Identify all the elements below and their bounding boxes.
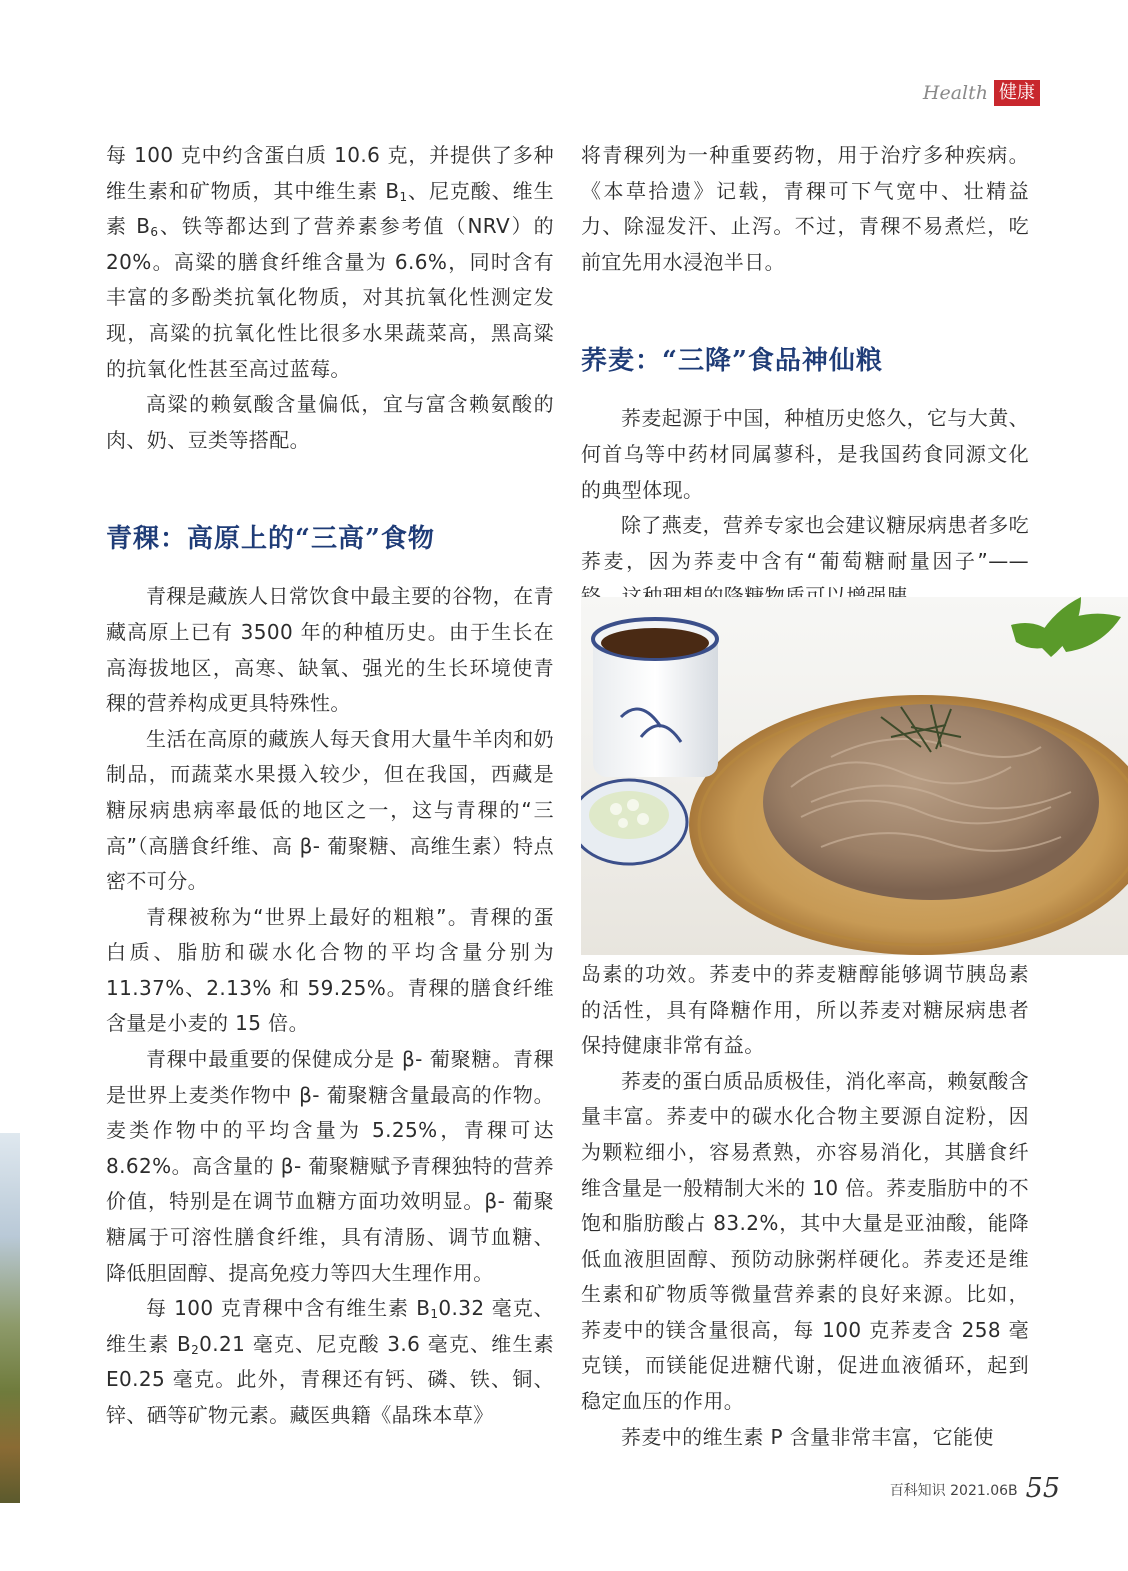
subscript: 1 <box>430 1307 439 1322</box>
section-gap <box>106 458 554 505</box>
subscript: 2 <box>191 1342 200 1357</box>
page-footer <box>890 1473 1060 1504</box>
paragraph-buckwheat-nutrients: 荞麦的蛋白质品质极佳，消化率高，赖氨酸含量丰富。荞麦中的碳水化合物主要源自淀粉，因为颗粒细小，容易煮熟，亦容易消化，其膳食纤维含量是一般精制大米的 10 倍。荞麦脂肪中的不饱和脂肪酸占 83.2%，其中大量是亚油酸，能降低血液胆固醇、预防动脉粥样硬化。荞麦还是维生素和矿物质等微量营养素的良好来源。比如，荞麦中的镁含量很高，每 100 克荞麦含 258 毫克镁，而镁能促进糖代谢，促进血液循环，起到稳定血压的作用。 <box>581 1068 1029 1414</box>
paragraph-barley-glucan: 青稞中最重要的保健成分是 β- 葡聚糖。青稞是世界上麦类作物中 β- 葡聚糖含量最高的作物。麦类作物中的平均含量为 5.25%，青稞可达 8.62%。高含量的 β- 葡聚糖赋予青稞独特的营养价值，特别是在调节血糖方面功效明显。β- 葡聚糖属于可溶性膳食纤维，具有清肠、调节血糖、降低胆固醇、提高免疫力等四大生理作用。 <box>106 1047 554 1285</box>
paragraph-buckwheat-origin: 荞麦起源于中国，种植历史悠久，它与大黄、何首乌等中药材同属蓼科，是我国药食同源文化的典型体现。 <box>581 406 1029 502</box>
paragraph-barley-intro: 青稞是藏族人日常饮食中最主要的谷物，在青藏高原上已有 3500 年的种植历史。由于生长在高海拔地区，高寒、缺氧、强光的生长环境使青稞的营养构成更具特殊性。 <box>106 584 554 716</box>
section-header <box>923 78 1040 108</box>
paragraph-barley-tibet: 生活在高原的藏族人每天食用大量牛羊肉和奶制品，而蔬菜水果摄入较少，但在我国，西藏是糖尿病患病率最低的地区之一，这与青稞的“三高”（高膳食纤维、高 β- 葡聚糖、高维生素）特点密不可分。 <box>106 726 554 894</box>
heading-buckwheat: 荞麦：“三降”食品神仙粮 <box>581 346 883 377</box>
side-photo-strip <box>0 1133 20 1503</box>
heading-highland-barley: 青稞：高原上的“三高”食物 <box>106 524 435 555</box>
soba-noodles-illustration <box>581 597 1128 955</box>
section-gap <box>581 280 1029 327</box>
page-number: 55 <box>1025 1473 1060 1504</box>
soba-noodles-photo <box>581 597 1128 955</box>
paragraph-barley-vitamins: 每 100 克青稞中含有维生素 $B_10.32$ 毫克、维生素 $B_20.21$ 毫克、尼克酸 3.6 毫克、维生素 E0.25 毫克。此外，青稞还有钙、磷、铁、铜、锌、硒等矿物元素。藏医典籍《晶珠本草》 <box>106 1296 555 1427</box>
paragraph-barley-medicine: 将青稞列为一种重要药物，用于治疗多种疾病。《本草拾遗》记载，青稞可下气宽中、壮精益力、除湿发汗、止泻。不过，青稞不易煮烂，吃前宜先用水浸泡半日。 <box>581 143 1029 274</box>
section-label-cn: 健康 <box>994 80 1040 106</box>
paragraph-sorghum-lysine: 高粱的赖氨酸含量偏低，宜与富含赖氨酸的肉、奶、豆类等搭配。 <box>106 392 554 452</box>
paragraph-buckwheat-diabetes-cont: 岛素的功效。荞麦中的荞麦糖醇能够调节胰岛素的活性，具有降糖作用，所以荞麦对糖尿病患者保持健康非常有益。 <box>581 961 1029 1058</box>
left-column <box>106 138 554 1434</box>
subscript: 1 <box>399 189 408 204</box>
paragraph-barley-coarse-grain: 青稞被称为“世界上最好的粗粮”。青稞的蛋白质、脂肪和碳水化合物的平均含量分别为 11.37%、2.13% 和 59.25%。青稞的膳食纤维含量是小麦的 15 倍。 <box>106 904 554 1036</box>
paragraph-sorghum-nutrition: 每 100 克中约含蛋白质 10.6 克，并提供了多种维生素和矿物质，其中维生素 $B_1$、尼克酸、维生素 $B_6$、铁等都达到了营养素参考值（NRV）的 20%。高粱的膳食纤维含量为 6.6%，同时含有丰富的多酚类抗氧化物质，对其抗氧化性测定发现，高粱的抗氧化性比很多水果蔬菜高，黑高粱的抗氧化性甚至高过蓝莓。 <box>106 143 555 381</box>
subscript: 6 <box>150 225 159 240</box>
section-label-en: Health <box>922 82 988 104</box>
magazine-issue: 百科知识 2021.06B <box>889 1483 1018 1499</box>
paragraph-buckwheat-vitamin-p: 荞麦中的维生素 P 含量非常丰富，它能使 <box>621 1424 994 1449</box>
paragraph-buckwheat-diabetes: 除了燕麦，营养专家也会建议糖尿病患者多吃荞麦，因为荞麦中含有“葡萄糖耐量因子”—— <box>581 513 1029 573</box>
